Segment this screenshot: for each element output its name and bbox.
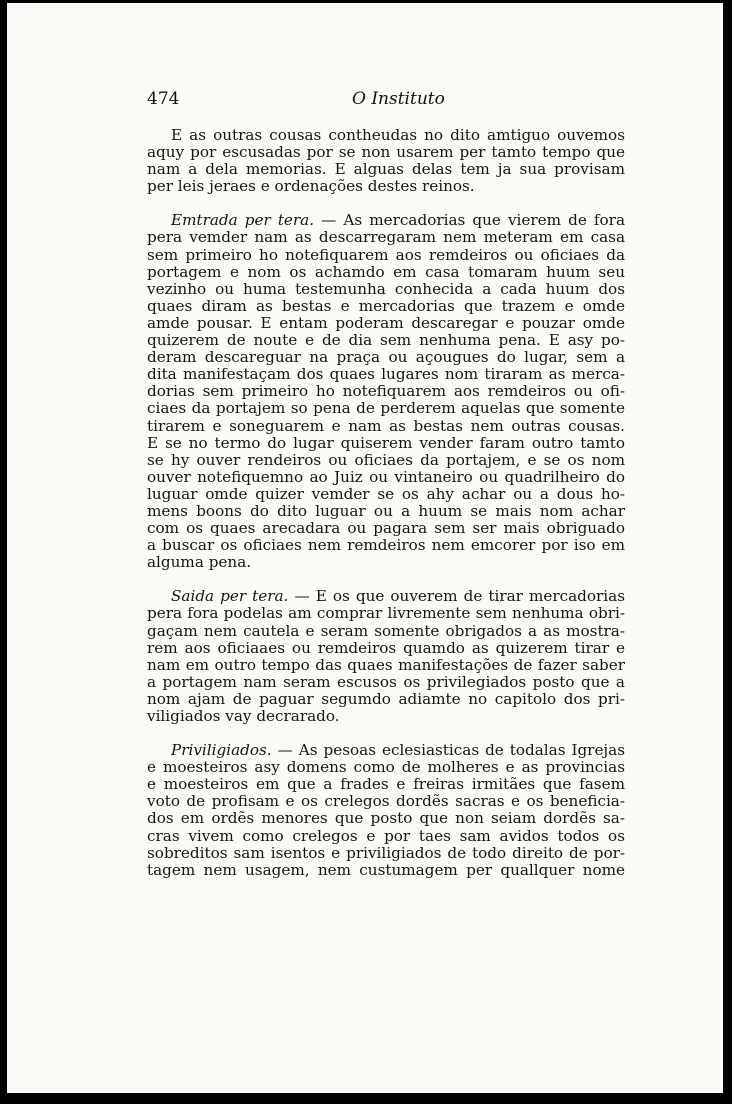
text-line: dos em ordẽs menores que posto que non seiam dordẽs sa- <box>147 809 625 828</box>
text-line: ciaes da portajem so pena de perderem aquelas que somente <box>147 399 625 418</box>
text-line: nam em outro tempo das quaes manifestações de fazer saber <box>147 655 625 674</box>
text-line: rem aos oficiaaes ou remdeiros quamdo as quizerem tirar e <box>147 638 625 657</box>
text-line: cras vivem como crelegos e por taes sam avidos todos os <box>147 826 625 845</box>
book-page <box>7 3 723 1093</box>
text-line: gaçam nem cautela e seram somente obrigados a as mostra- <box>147 621 625 640</box>
text-line: pera vemder nam as descarregaram nem meteram em casa <box>147 228 625 247</box>
text-line: E as outras cousas contheudas no dito amtiguo ouvemos <box>171 126 625 144</box>
text-line <box>147 212 625 229</box>
text-line: se hy ouver rendeiros ou oficiaes da portajem, e se os nom <box>147 450 625 469</box>
text-line: voto de profisam e os crelegos dordẽs sacras e os beneficia- <box>147 792 625 811</box>
text-line: a buscar os oficiaes nem remdeiros nem emcorer por iso em <box>147 536 625 555</box>
text-line: tagem nem usagem, nem custumagem per quallquer nome <box>147 860 625 879</box>
text-run: — As mercadorias que vierem de fora <box>314 211 626 230</box>
text-line: nam a dela memorias. E alguas delas tem ja sua provisam <box>147 160 625 179</box>
text-line: pera fora podelas am comprar livremente sem nenhuma obri- <box>147 604 625 623</box>
text-line: e moesteiros asy domens como de molheres e as provincias <box>147 758 625 777</box>
text-line: sem primeiro ho notefiquarem aos remdeiros ou oficiaes da <box>147 245 625 264</box>
text-line <box>147 588 625 605</box>
page-header <box>7 89 723 113</box>
text-line: com os quaes arecadara ou pagara sem ser mais obriguado <box>147 519 625 538</box>
text-line <box>147 742 625 759</box>
body-text <box>147 127 625 879</box>
running-title: O Instituto <box>352 89 445 109</box>
text-line: quaes diram as bestas e mercadorias que trazem e omde <box>147 296 625 315</box>
text-line: dita manifestaçam dos quaes lugares nom tiraram as merca- <box>147 365 625 384</box>
text-line: quizerem de noute e de dia sem nenhuma pena. E asy po- <box>147 331 625 350</box>
text-line: portagem e nom os achamdo em casa tomaram huum seu <box>147 262 625 281</box>
text-line: deram descareguar na praça ou açougues do lugar, sem a <box>147 348 625 367</box>
section-heading: Priviligiados. <box>171 741 272 760</box>
text-line: dorias sem primeiro ho notefiquarem aos remdeiros ou ofi- <box>147 382 625 401</box>
paragraph-emtrada-per-tera <box>147 212 625 571</box>
text-line: a portagem nam seram escusos os privilegiados posto que a <box>147 672 625 691</box>
text-line: luguar omde quizer vemder se os ahy achar ou a dous ho- <box>147 484 625 503</box>
text-line: ouver notefiquemno ao Juiz ou vintaneiro ou quadrilheiro do <box>147 467 625 486</box>
paragraph-outras-cousas <box>147 127 625 195</box>
paragraph-saida-per-tera <box>147 588 625 725</box>
paragraph-priviligiados <box>147 742 625 879</box>
text-line: sobreditos sam isentos e priviligiados de todo direito de por- <box>147 843 625 862</box>
section-heading: Emtrada per tera. <box>171 211 315 230</box>
page-number: 474 <box>147 89 180 109</box>
text-line: vezinho ou huma testemunha conhecida a cada huum dos <box>147 279 625 298</box>
text-line: viligiados vay decrarado. <box>147 707 340 725</box>
text-line: e moesteiros em que a frades e freiras irmitães que fasem <box>147 775 625 794</box>
text-line: E se no termo do lugar quiserem vender faram outro tamto <box>147 433 625 452</box>
text-line: aquy por escusadas por se non usarem per tamto tempo que <box>147 143 625 162</box>
text-run: — As pesoas eclesiasticas de todalas Igrejas <box>271 741 625 760</box>
section-heading: Saida per tera. <box>171 587 289 606</box>
text-line: mens boons do dito luguar ou a huum se mais nom achar <box>147 501 625 520</box>
text-line: tirarem e soneguarem e nam as bestas nem outras cousas. <box>147 416 625 435</box>
text-line: alguma pena. <box>147 553 252 572</box>
text-line: per leis jeraes e ordenações destes reinos. <box>147 177 475 196</box>
text-line: amde pousar. E entam poderam descaregar e pouzar omde <box>147 313 625 332</box>
text-line: nom ajam de paguar segumdo adiamte no capitolo dos pri- <box>147 689 625 708</box>
text-run: — E os que ouverem de tirar mercadorias <box>288 587 626 606</box>
